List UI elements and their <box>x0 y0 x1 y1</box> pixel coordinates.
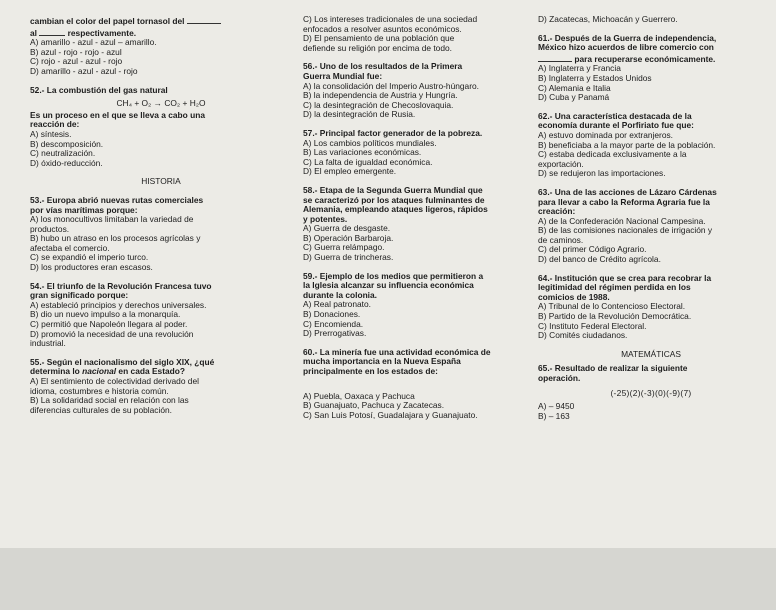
option: C) la desintegración de Checoslovaquia. <box>303 99 454 110</box>
question-text: durante la colonia. <box>303 289 377 300</box>
section-heading-matematicas: MATEMÁTICAS <box>621 348 681 359</box>
option: D) se redujeron las importaciones. <box>538 168 666 179</box>
option: A) Inglaterra y Francia <box>538 63 621 74</box>
option: idioma, costumbres e historia común. <box>30 385 169 396</box>
scan-margin <box>0 548 776 610</box>
option: A) estuvo dominada por extranjeros. <box>538 129 674 140</box>
option: A) estableció principios y derechos universales. <box>30 299 207 310</box>
math-expression: (-25)(2)(-3)(0)(-9)(7) <box>610 387 692 398</box>
question-text: creación: <box>538 206 576 217</box>
option: D) promovió la necesidad de una revolución <box>30 328 194 339</box>
option: C) del primer Código Agrario. <box>538 244 647 255</box>
question-text: al respectivamente. <box>30 27 137 38</box>
option: A) la consolidación del Imperio Austro-húngaro. <box>303 80 479 91</box>
option: D) amarillo - azul - azul - rojo <box>30 65 138 76</box>
option: B) Operación Barbaroja. <box>303 232 394 243</box>
section-heading-historia: HISTORIA <box>141 176 181 187</box>
question-text: legitimidad del régimen perdida en los <box>538 282 691 293</box>
question-text: 54.- El triunfo de la Revolución Francesa tuvo <box>30 280 212 291</box>
option: B) azul - rojo - rojo - azul <box>30 46 122 57</box>
question-text: 64.- Institución que se crea para recobrar la <box>538 272 712 283</box>
option: B) beneficiaba a la mayor parte de la población. <box>538 139 716 150</box>
option: A) – 9450 <box>538 401 575 412</box>
option: C) Guerra relámpago. <box>303 242 385 253</box>
question-text: la Iglesia alcanzar su influencia económica <box>303 280 474 291</box>
option: B) – 163 <box>538 410 570 421</box>
option: D) Prerrogativas. <box>303 328 367 339</box>
question-text: 63.- Una de las acciones de Lázaro Cárdenas <box>538 186 717 197</box>
option: D) los productores eran escasos. <box>30 262 153 273</box>
option: C) rojo - azul - azul - rojo <box>30 56 123 67</box>
option: B) Las variaciones económicas. <box>303 147 422 158</box>
option: C) estaba dedicada exclusivamente a la <box>538 149 687 160</box>
question-text: Guerra Mundial fue: <box>303 70 383 81</box>
option: B) La solidaridad social en relación con las <box>30 395 189 406</box>
option: C) San Luis Potosí, Guadalajara y Guanajuato. <box>303 409 478 420</box>
option: C) permitió que Napoleón llegara al poder. <box>30 319 188 330</box>
question-text: Alemania, empleando ataques ligeros, rápidos <box>303 204 488 215</box>
option: afectaba el comercio. <box>30 242 110 253</box>
option: B) la independencia de Austria y Hungría. <box>303 90 458 101</box>
question-text: 55.- Según el nacionalismo del siglo XIX, ¿qué <box>30 356 215 367</box>
option: D) del banco de Crédito agrícola. <box>538 254 661 265</box>
answer-blank <box>538 53 572 62</box>
option: C) se expandió el imperio turco. <box>30 252 149 263</box>
option: B) descomposición. <box>30 138 104 149</box>
question-text: se caracterizó por los ataques fulminantes de <box>303 194 485 205</box>
option: defiende su religión por encima de todo. <box>303 42 452 53</box>
option: A) El sentimiento de colectividad derivado del <box>30 376 199 386</box>
option: A) Guerra de desgaste. <box>303 223 391 234</box>
option: B) de las comisiones nacionales de irrigación y <box>538 225 713 236</box>
answer-blank <box>39 27 65 36</box>
question-text: 57.- Principal factor generador de la pobreza. <box>303 127 483 138</box>
question-text: 62.- Una característica destacada de la <box>538 110 692 121</box>
question-text: 53.- Europa abrió nuevas rutas comerciales <box>30 194 204 205</box>
option: D) Guerra de trincheras. <box>303 252 394 263</box>
option: B) Inglaterra y Estados Unidos <box>538 72 652 83</box>
question-text: 65.- Resultado de realizar la siguiente <box>538 363 688 374</box>
option: C) Instituto Federal Electoral. <box>538 320 647 331</box>
question-text: 61.- Después de la Guerra de independencia, <box>538 32 717 43</box>
question-text: para llevar a cabo la Reforma Agraria fue la <box>538 196 710 207</box>
question-text: reacción de: <box>30 119 80 130</box>
option: B) hubo un atraso en los procesos agrícolas y <box>30 233 201 244</box>
option: B) Guanajuato, Pachuca y Zacatecas. <box>303 400 445 411</box>
option: C) Los intereses tradicionales de una sociedad <box>303 14 478 24</box>
option: D) Comités ciudadanos. <box>538 330 628 341</box>
question-text: 56.- Uno de los resultados de la Primera <box>303 61 463 72</box>
question-text: Es un proceso en el que se lleva a cabo una <box>30 109 206 120</box>
option: A) Puebla, Oaxaca y Pachuca <box>303 390 415 401</box>
option: diferencias culturales de su población. <box>30 404 172 415</box>
question-text: 52.- La combustión del gas natural <box>30 84 168 95</box>
option: de caminos. <box>538 234 584 245</box>
question-text: determina lo nacional en cada Estado? <box>30 366 185 377</box>
question-text: cambian el color del papel tornasol del <box>30 15 292 27</box>
option: C) Encomienda. <box>303 318 364 329</box>
question-text: principalmente en los estados de: <box>303 366 438 376</box>
question-text: por vías marítimas porque: <box>30 204 138 215</box>
option: D) óxido-reducción. <box>30 157 103 168</box>
question-text: gran significado porque: <box>30 290 129 301</box>
question-text: 58.- Etapa de la Segunda Guerra Mundial que <box>303 184 483 195</box>
column-right <box>538 15 764 421</box>
option: productos. <box>30 223 70 234</box>
option: A) Real patronato. <box>303 299 371 310</box>
question-text: mucha importancia en la Nueva España <box>303 356 461 367</box>
option: D) Cuba y Panamá <box>538 92 610 103</box>
column-middle <box>303 15 526 420</box>
question-text: 59.- Ejemplo de los medios que permitieron a <box>303 270 484 281</box>
option: A) síntesis. <box>30 128 72 139</box>
option: A) Tribunal de lo Contencioso Electoral. <box>538 301 686 312</box>
option: A) Los cambios políticos mundiales. <box>303 137 437 148</box>
option: B) Donaciones. <box>303 309 361 320</box>
option: A) amarillo - azul - azul – amarillo. <box>30 37 157 48</box>
option: A) de la Confederación Nacional Campesina. <box>538 215 706 226</box>
option: C) neutralización. <box>30 148 96 159</box>
option: D) El empleo emergente. <box>303 166 397 177</box>
option: D) El pensamiento de una población que <box>303 33 455 44</box>
option: exportación. <box>538 158 584 169</box>
option: C) Alemania e Italia <box>538 82 611 93</box>
option: industrial. <box>30 338 66 349</box>
question-text: 60.- La minería fue una actividad económica de <box>303 346 491 357</box>
question-text: México hizo acuerdos de libre comercio con <box>538 42 714 53</box>
question-text: para recuperarse económicamente. <box>538 53 764 65</box>
option: B) dio un nuevo impulso a la monarquía. <box>30 309 181 320</box>
option: B) Partido de la Revolución Democrática. <box>538 311 692 322</box>
question-text: operación. <box>538 373 581 383</box>
question-text: comicios de 1988. <box>538 291 610 302</box>
option: D) la desintegración de Rusia. <box>303 109 416 120</box>
column-left <box>30 15 292 415</box>
option: enfocados a resolver asuntos económicos. <box>303 23 462 34</box>
answer-blank <box>187 15 221 24</box>
question-text: economía durante el Porfiriato fue que: <box>538 120 694 131</box>
option: D) Zacatecas, Michoacán y Guerrero. <box>538 14 678 24</box>
option: A) los monocultivos limitaban la variedad de <box>30 214 194 225</box>
chemical-formula: CH₄ + O₂ → CO₂ + H₂O <box>116 98 206 109</box>
question-text: y potentes. <box>303 213 348 224</box>
option: C) La falta de igualdad económica. <box>303 156 433 167</box>
